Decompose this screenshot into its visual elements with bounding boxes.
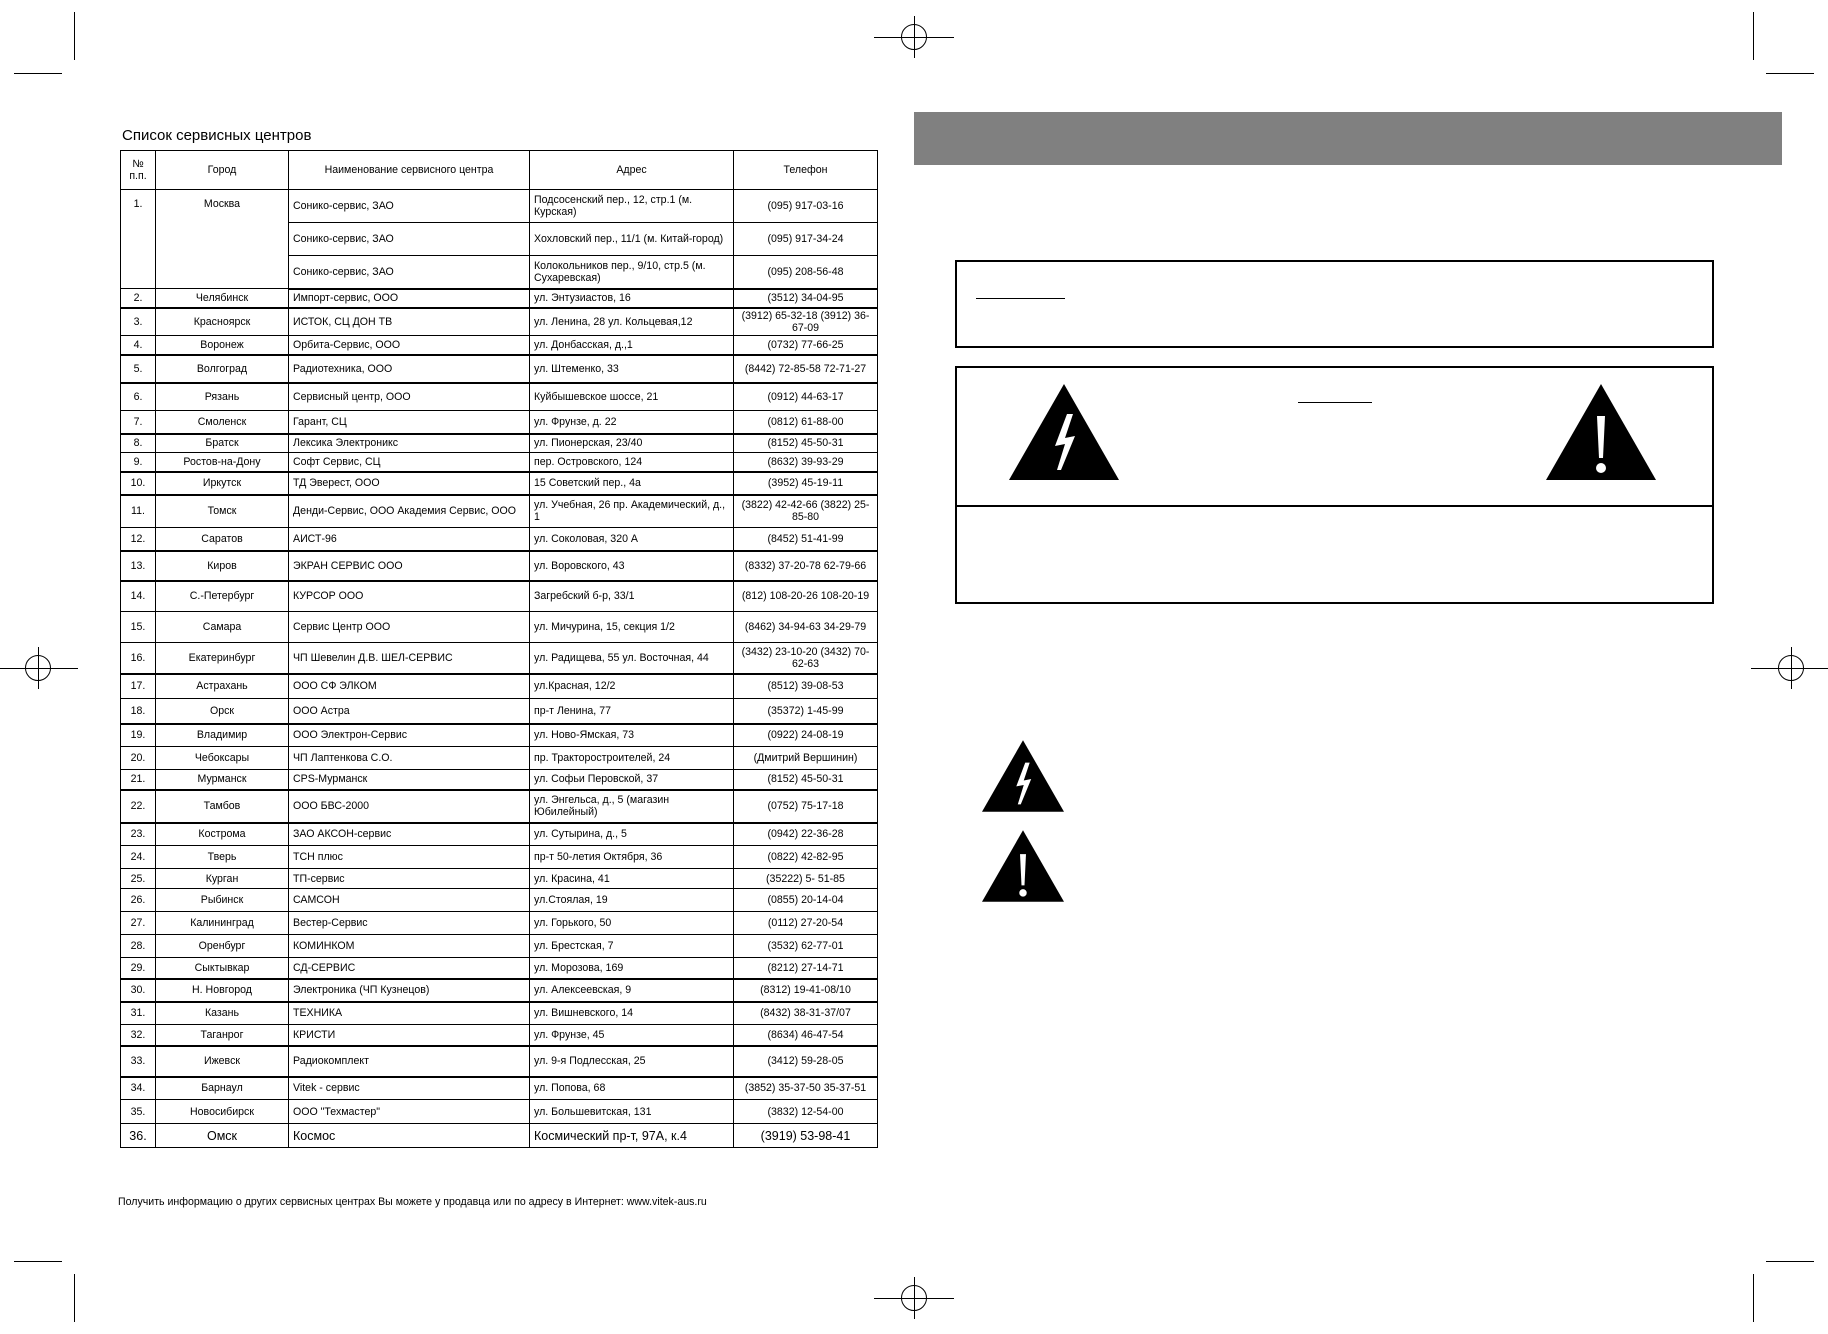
cell-address: ул. Энгельса, д., 5 (магазин Юбилейный)	[530, 790, 734, 823]
warning-box	[955, 366, 1714, 604]
cell-phone: (8462) 34-94-63 34-29-79	[734, 612, 878, 643]
cell-city: Рязань	[156, 383, 289, 411]
cell-num: 18.	[121, 699, 156, 724]
cell-num: 23.	[121, 823, 156, 846]
cell-num: 21.	[121, 770, 156, 790]
cell-address: ул.Стоялая, 19	[530, 889, 734, 912]
cell-name: Сонико-сервис, ЗАО	[289, 256, 530, 289]
registration-mark	[901, 24, 927, 50]
cell-city: Новосибирск	[156, 1100, 289, 1124]
table-row	[121, 790, 878, 823]
cell-phone: (8332) 37-20-78 62-79-66	[734, 551, 878, 581]
cell-phone: (8634) 46-47-54	[734, 1025, 878, 1046]
cell-name: ООО "Техмастер"	[289, 1100, 530, 1124]
cell-name: Денди-Сервис, ООО Академия Сервис, ООО	[289, 495, 530, 528]
cell-address: пер. Островского, 124	[530, 453, 734, 472]
cell-phone: (3852) 35-37-50 35-37-51	[734, 1077, 878, 1100]
crop-mark	[14, 73, 62, 74]
cell-num: 35.	[121, 1100, 156, 1124]
cell-address: ул. Брестская, 7	[530, 935, 734, 958]
cell-num: 2.	[121, 289, 156, 308]
cell-num: 3.	[121, 308, 156, 336]
cell-address: ул. Ленина, 28 ул. Кольцевая,12	[530, 308, 734, 336]
table-row	[121, 190, 878, 223]
cell-address: пр-т 50-летия Октября, 36	[530, 846, 734, 869]
cell-city: С.-Петербург	[156, 581, 289, 612]
cell-phone: (3512) 34-04-95	[734, 289, 878, 308]
cell-name: САМСОН	[289, 889, 530, 912]
table-row	[121, 1025, 878, 1046]
cell-address: ул. Мичурина, 15, секция 1/2	[530, 612, 734, 643]
cell-phone: (8432) 38-31-37/07	[734, 1002, 878, 1025]
cell-address: ул. Вишневского, 14	[530, 1002, 734, 1025]
table-row	[121, 724, 878, 747]
table-row	[121, 1002, 878, 1025]
cell-name: КРИСТИ	[289, 1025, 530, 1046]
cell-city: Рыбинск	[156, 889, 289, 912]
cell-num: 22.	[121, 790, 156, 823]
cell-num: 14.	[121, 581, 156, 612]
header-num: № п.п.	[121, 151, 156, 190]
cell-num: 34.	[121, 1077, 156, 1100]
crop-mark	[1753, 1274, 1754, 1322]
cell-phone: (3532) 62-77-01	[734, 935, 878, 958]
table-row	[121, 495, 878, 528]
header-bar	[914, 112, 1782, 165]
cell-address: ул. Фрунзе, д. 22	[530, 411, 734, 434]
cell-name: ЧП Шевелин Д.В. ШЕЛ-СЕРВИС	[289, 643, 530, 674]
cell-num: 11.	[121, 495, 156, 528]
cell-phone: (Дмитрий Вершинин)	[734, 747, 878, 770]
cell-name: Сонико-сервис, ЗАО	[289, 190, 530, 223]
cell-name: Орбита-Сервис, ООО	[289, 336, 530, 355]
crop-mark	[74, 1274, 75, 1322]
cell-city: Иркутск	[156, 472, 289, 495]
cell-city: Тверь	[156, 846, 289, 869]
cell-address: Колокольников пер., 9/10, стр.5 (м. Сухаревская)	[530, 256, 734, 289]
table-row	[121, 823, 878, 846]
cell-name: Софт Сервис, СЦ	[289, 453, 530, 472]
cell-name: АИСТ-96	[289, 528, 530, 551]
cell-phone: (0942) 22-36-28	[734, 823, 878, 846]
cell-city: Самара	[156, 612, 289, 643]
lightning-warning-icon	[1009, 384, 1119, 480]
cell-phone: (8312) 19-41-08/10	[734, 979, 878, 1002]
table-row	[121, 336, 878, 355]
cell-city: Тамбов	[156, 790, 289, 823]
cell-name: ООО Астра	[289, 699, 530, 724]
cell-city: Таганрог	[156, 1025, 289, 1046]
service-centers-table	[120, 150, 878, 1148]
cell-city: Кострома	[156, 823, 289, 846]
cell-phone: (095) 917-34-24	[734, 223, 878, 256]
cell-num: 24.	[121, 846, 156, 869]
cell-city: Саратов	[156, 528, 289, 551]
cell-address: ул. Большевитская, 131	[530, 1100, 734, 1124]
table-row	[121, 472, 878, 495]
footer-note: Получить информацию о других сервисных центрах Вы можете у продавца или по адресу в Интернет: www.vitek-aus.ru	[118, 1196, 707, 1208]
table-row	[121, 747, 878, 770]
cell-name: ООО Электрон-Сервис	[289, 724, 530, 747]
cell-address: ул. Радищева, 55 ул. Восточная, 44	[530, 643, 734, 674]
cell-phone: (35372) 1-45-99	[734, 699, 878, 724]
cell-phone: (8452) 51-41-99	[734, 528, 878, 551]
header-city: Город	[156, 151, 289, 190]
cell-name: КУРСОР ООО	[289, 581, 530, 612]
cell-name: Радиокомплект	[289, 1046, 530, 1077]
table-row	[121, 355, 878, 383]
cell-name: Вестер-Сервис	[289, 912, 530, 935]
cell-city: Барнаул	[156, 1077, 289, 1100]
exclamation-warning-icon	[1546, 384, 1656, 480]
cell-phone: (3822) 42-42-66 (3822) 25-85-80	[734, 495, 878, 528]
table-row	[121, 612, 878, 643]
cell-name: ЗАО АКСОН-сервис	[289, 823, 530, 846]
cell-num: 33.	[121, 1046, 156, 1077]
cell-phone: (8632) 39-93-29	[734, 453, 878, 472]
heading-underline	[976, 298, 1065, 299]
cell-city: Казань	[156, 1002, 289, 1025]
cell-city: Калининград	[156, 912, 289, 935]
table-row	[121, 1077, 878, 1100]
cell-phone: (8152) 45-50-31	[734, 770, 878, 790]
cell-num: 5.	[121, 355, 156, 383]
cell-city: Киров	[156, 551, 289, 581]
lightning-warning-icon	[982, 740, 1064, 812]
cell-name: Радиотехника, ООО	[289, 355, 530, 383]
cell-num: 16.	[121, 643, 156, 674]
cell-phone: (8512) 39-08-53	[734, 674, 878, 699]
cell-address: ул.Красная, 12/2	[530, 674, 734, 699]
cell-phone: (0732) 77-66-25	[734, 336, 878, 355]
cell-address: ул. 9-я Подлесская, 25	[530, 1046, 734, 1077]
cell-address: ул. Пионерская, 23/40	[530, 434, 734, 453]
cell-city: Томск	[156, 495, 289, 528]
cell-name: Сонико-сервис, ЗАО	[289, 223, 530, 256]
cell-num: 9.	[121, 453, 156, 472]
cell-address: ул. Ново-Ямская, 73	[530, 724, 734, 747]
cell-address: ул. Софьи Перовской, 37	[530, 770, 734, 790]
cell-city: Челябинск	[156, 289, 289, 308]
table-row	[121, 699, 878, 724]
table-row	[121, 958, 878, 979]
cell-phone: (095) 208-56-48	[734, 256, 878, 289]
cell-name: ООО БВС-2000	[289, 790, 530, 823]
table-row	[121, 551, 878, 581]
header-address: Адрес	[530, 151, 734, 190]
cell-address: ул. Штеменко, 33	[530, 355, 734, 383]
crop-mark	[14, 1261, 62, 1262]
table-row	[121, 889, 878, 912]
cell-address: 15 Советский пер., 4а	[530, 472, 734, 495]
cell-address: Космический пр-т, 97А, к.4	[530, 1124, 734, 1148]
crop-mark	[1766, 1261, 1814, 1262]
cell-address: ул. Алексеевская, 9	[530, 979, 734, 1002]
cell-name: Гарант, СЦ	[289, 411, 530, 434]
cell-address: ул. Морозова, 169	[530, 958, 734, 979]
cell-num: 27.	[121, 912, 156, 935]
cell-phone: (3952) 45-19-11	[734, 472, 878, 495]
cell-address: Подсосенский пер., 12, стр.1 (м. Курская)	[530, 190, 734, 223]
cell-phone: (8212) 27-14-71	[734, 958, 878, 979]
cell-city: Сыктывкар	[156, 958, 289, 979]
cell-name: CPS-Мурманск	[289, 770, 530, 790]
table-row	[121, 308, 878, 336]
cell-name: ТД Эверест, ООО	[289, 472, 530, 495]
cell-city: Ростов-на-Дону	[156, 453, 289, 472]
cell-city: Красноярск	[156, 308, 289, 336]
cell-phone: (0912) 44-63-17	[734, 383, 878, 411]
crop-mark	[1766, 73, 1814, 74]
table-row	[121, 935, 878, 958]
cell-city: Смоленск	[156, 411, 289, 434]
cell-num: 32.	[121, 1025, 156, 1046]
cell-num: 19.	[121, 724, 156, 747]
cell-city: Астрахань	[156, 674, 289, 699]
cell-address: ул. Соколовая, 320 А	[530, 528, 734, 551]
cell-num: 7.	[121, 411, 156, 434]
table-row	[121, 434, 878, 453]
cell-address: Загребский б-р, 33/1	[530, 581, 734, 612]
cell-city: Владимир	[156, 724, 289, 747]
table-row	[121, 383, 878, 411]
cell-phone: (8152) 45-50-31	[734, 434, 878, 453]
cell-address: ул. Донбасская, д.,1	[530, 336, 734, 355]
cell-phone: (0812) 61-88-00	[734, 411, 878, 434]
cell-num: 26.	[121, 889, 156, 912]
table-row	[121, 1046, 878, 1077]
cell-city: Курган	[156, 869, 289, 889]
cell-address: пр-т Ленина, 77	[530, 699, 734, 724]
registration-mark	[901, 1285, 927, 1311]
divider	[957, 505, 1712, 507]
cell-city: Чебоксары	[156, 747, 289, 770]
cell-name: ТСН плюс	[289, 846, 530, 869]
cell-phone: (3832) 12-54-00	[734, 1100, 878, 1124]
cell-address: ул. Учебная, 26 пр. Академический, д., 1	[530, 495, 734, 528]
cell-name: ИСТОК, СЦ ДОН ТВ	[289, 308, 530, 336]
cell-city: Ижевск	[156, 1046, 289, 1077]
cell-phone: (0922) 24-08-19	[734, 724, 878, 747]
table-row	[121, 453, 878, 472]
table-row	[121, 1100, 878, 1124]
cell-name: Электроника (ЧП Кузнецов)	[289, 979, 530, 1002]
cell-num: 30.	[121, 979, 156, 1002]
cell-num: 20.	[121, 747, 156, 770]
cell-name: ЭКРАН СЕРВИС ООО	[289, 551, 530, 581]
table-row	[121, 770, 878, 790]
cell-city: Орск	[156, 699, 289, 724]
cell-name: Космос	[289, 1124, 530, 1148]
registration-mark	[1778, 655, 1804, 681]
cell-phone: (3912) 65-32-18 (3912) 36-67-09	[734, 308, 878, 336]
cell-num: 10.	[121, 472, 156, 495]
cell-num: 4.	[121, 336, 156, 355]
table-row	[121, 411, 878, 434]
cell-address: пр. Тракторостроителей, 24	[530, 747, 734, 770]
table-row	[121, 674, 878, 699]
header-phone: Телефон	[734, 151, 878, 190]
table-row	[121, 643, 878, 674]
table-row	[121, 869, 878, 889]
cell-phone: (0752) 75-17-18	[734, 790, 878, 823]
cell-num: 13.	[121, 551, 156, 581]
cell-address: Куйбышевское шоссе, 21	[530, 383, 734, 411]
cell-name: Сервисный центр, ООО	[289, 383, 530, 411]
crop-mark	[1753, 12, 1754, 60]
cell-name: ООО СФ ЭЛКОМ	[289, 674, 530, 699]
cell-num: 29.	[121, 958, 156, 979]
cell-address: ул. Красина, 41	[530, 869, 734, 889]
table-row	[121, 979, 878, 1002]
table-body	[121, 190, 878, 1148]
cell-num: 8.	[121, 434, 156, 453]
exclamation-warning-icon	[982, 830, 1064, 902]
cell-name: ТП-сервис	[289, 869, 530, 889]
cell-address: ул. Воровского, 43	[530, 551, 734, 581]
cell-city: Волгоград	[156, 355, 289, 383]
cell-address: ул. Энтузиастов, 16	[530, 289, 734, 308]
table-row	[121, 528, 878, 551]
cell-name: Vitek - сервис	[289, 1077, 530, 1100]
cell-city: Оренбург	[156, 935, 289, 958]
header-name: Наименование сервисного центра	[289, 151, 530, 190]
cell-address: ул. Попова, 68	[530, 1077, 734, 1100]
cell-name: ТЕХНИКА	[289, 1002, 530, 1025]
cell-city: Москва	[156, 190, 289, 289]
cell-phone: (35222) 5- 51-85	[734, 869, 878, 889]
cell-phone: (812) 108-20-26 108-20-19	[734, 581, 878, 612]
cell-num: 17.	[121, 674, 156, 699]
cell-address: ул. Фрунзе, 45	[530, 1025, 734, 1046]
heading-underline	[1298, 402, 1372, 403]
cell-city: Мурманск	[156, 770, 289, 790]
cell-phone: (3919) 53-98-41	[734, 1124, 878, 1148]
crop-mark	[74, 12, 75, 60]
cell-city: Воронеж	[156, 336, 289, 355]
cell-city: Братск	[156, 434, 289, 453]
cell-phone: (3412) 59-28-05	[734, 1046, 878, 1077]
table-header-row	[121, 151, 878, 190]
cell-name: СД-СЕРВИС	[289, 958, 530, 979]
cell-name: ЧП Лаптенкова С.О.	[289, 747, 530, 770]
cell-phone: (0855) 20-14-04	[734, 889, 878, 912]
cell-address: Хохловский пер., 11/1 (м. Китай-город)	[530, 223, 734, 256]
cell-name: Сервис Центр ООО	[289, 612, 530, 643]
cell-address: ул. Сутырина, д., 5	[530, 823, 734, 846]
table-row	[121, 912, 878, 935]
cell-phone: (095) 917-03-16	[734, 190, 878, 223]
table-row	[121, 289, 878, 308]
cell-num: 28.	[121, 935, 156, 958]
page-title: Список сервисных центров	[122, 127, 312, 144]
cell-num: 25.	[121, 869, 156, 889]
registration-mark	[25, 655, 51, 681]
cell-num: 36.	[121, 1124, 156, 1148]
table-row	[121, 1124, 878, 1148]
cell-num: 12.	[121, 528, 156, 551]
cell-name: Импорт-сервис, ООО	[289, 289, 530, 308]
table-row	[121, 581, 878, 612]
cell-num: 15.	[121, 612, 156, 643]
table-row	[121, 846, 878, 869]
cell-phone: (8442) 72-85-58 72-71-27	[734, 355, 878, 383]
cell-address: ул. Горького, 50	[530, 912, 734, 935]
cell-name: КОМИНКОМ	[289, 935, 530, 958]
cell-city: Н. Новгород	[156, 979, 289, 1002]
cell-city: Екатеринбург	[156, 643, 289, 674]
cell-num: 6.	[121, 383, 156, 411]
cell-phone: (0822) 42-82-95	[734, 846, 878, 869]
notice-box	[955, 260, 1714, 348]
cell-phone: (0112) 27-20-54	[734, 912, 878, 935]
cell-city: Омск	[156, 1124, 289, 1148]
cell-num: 1.	[121, 190, 156, 289]
cell-phone: (3432) 23-10-20 (3432) 70-62-63	[734, 643, 878, 674]
cell-name: Лексика Электроникс	[289, 434, 530, 453]
cell-num: 31.	[121, 1002, 156, 1025]
